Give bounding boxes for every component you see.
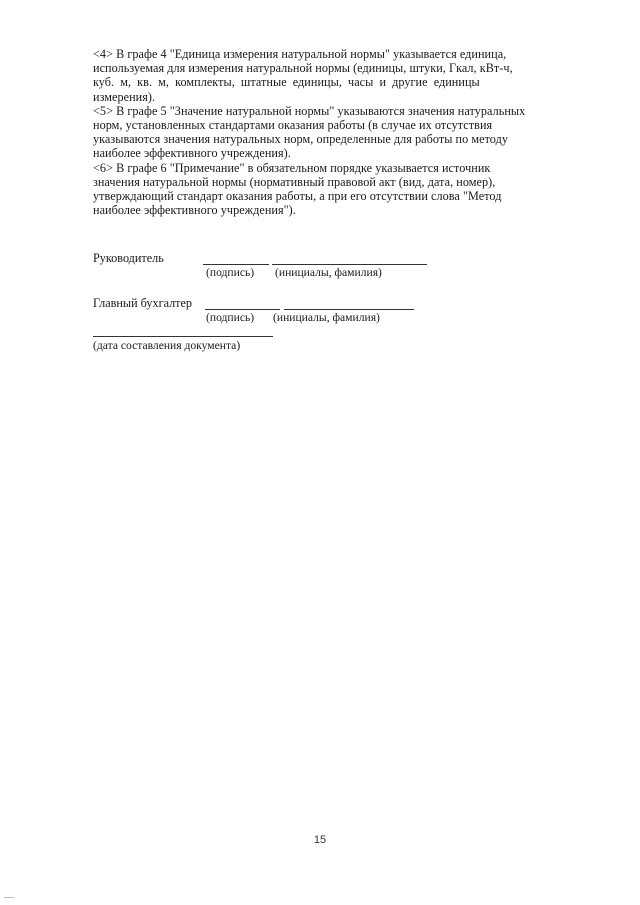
footnote-line: <4> В графе 4 "Единица измерения натуральной нормы" указывается единица, bbox=[93, 47, 507, 61]
head-name-caption: (инициалы, фамилия) bbox=[275, 266, 382, 279]
footnote-line: норм, установленных стандартами оказания работы (в случае их отсутствия bbox=[93, 118, 493, 133]
footnote-line: указываются значения натуральных норм, определенные для работы по методу bbox=[93, 132, 508, 147]
footnote-line: используемая для измерения натуральной нормы (единицы, штуки, Гкал, кВт-ч, bbox=[93, 61, 513, 76]
date-caption: (дата составления документа) bbox=[93, 339, 241, 352]
page-number: 15 bbox=[313, 834, 327, 846]
footnotes-block bbox=[93, 47, 563, 217]
head-signature-line bbox=[203, 264, 269, 265]
footnote-line: <6> В графе 6 "Примечание" в обязательном порядке указывается источник bbox=[93, 160, 491, 175]
head-name-line bbox=[272, 264, 427, 265]
accountant-name-caption: (инициалы, фамилия) bbox=[273, 311, 380, 324]
date-line bbox=[93, 336, 273, 337]
head-label: Руководитель bbox=[93, 251, 164, 265]
footnote-5 bbox=[93, 104, 563, 161]
accountant-name-line bbox=[284, 309, 414, 310]
footnote-line: наиболее эффективного учреждения"). bbox=[93, 203, 296, 218]
footnote-line: значения натуральной нормы (нормативный правовой акт (вид, дата, номер), bbox=[93, 174, 496, 189]
footnote-6 bbox=[93, 161, 563, 218]
scan-corner-mark bbox=[4, 897, 14, 898]
accountant-label: Главный бухгалтер bbox=[93, 296, 193, 310]
footnote-line: наиболее эффективного учреждения). bbox=[93, 146, 291, 161]
accountant-signature-line bbox=[205, 309, 280, 310]
footnote-line: куб. м, кв. м, комплекты, штатные единицы, часы и другие единицы bbox=[93, 75, 480, 90]
head-sign-caption: (подпись) bbox=[206, 266, 255, 279]
footnote-4 bbox=[93, 47, 563, 104]
accountant-sign-caption: (подпись) bbox=[206, 311, 255, 324]
footnote-line: утверждающий стандарт оказания работы, а при его отсутствии слова "Метод bbox=[93, 189, 502, 204]
footnote-line: измерения). bbox=[93, 89, 156, 104]
footnote-line: <5> В графе 5 "Значение натуральной нормы" указываются значения натуральных bbox=[93, 103, 526, 118]
